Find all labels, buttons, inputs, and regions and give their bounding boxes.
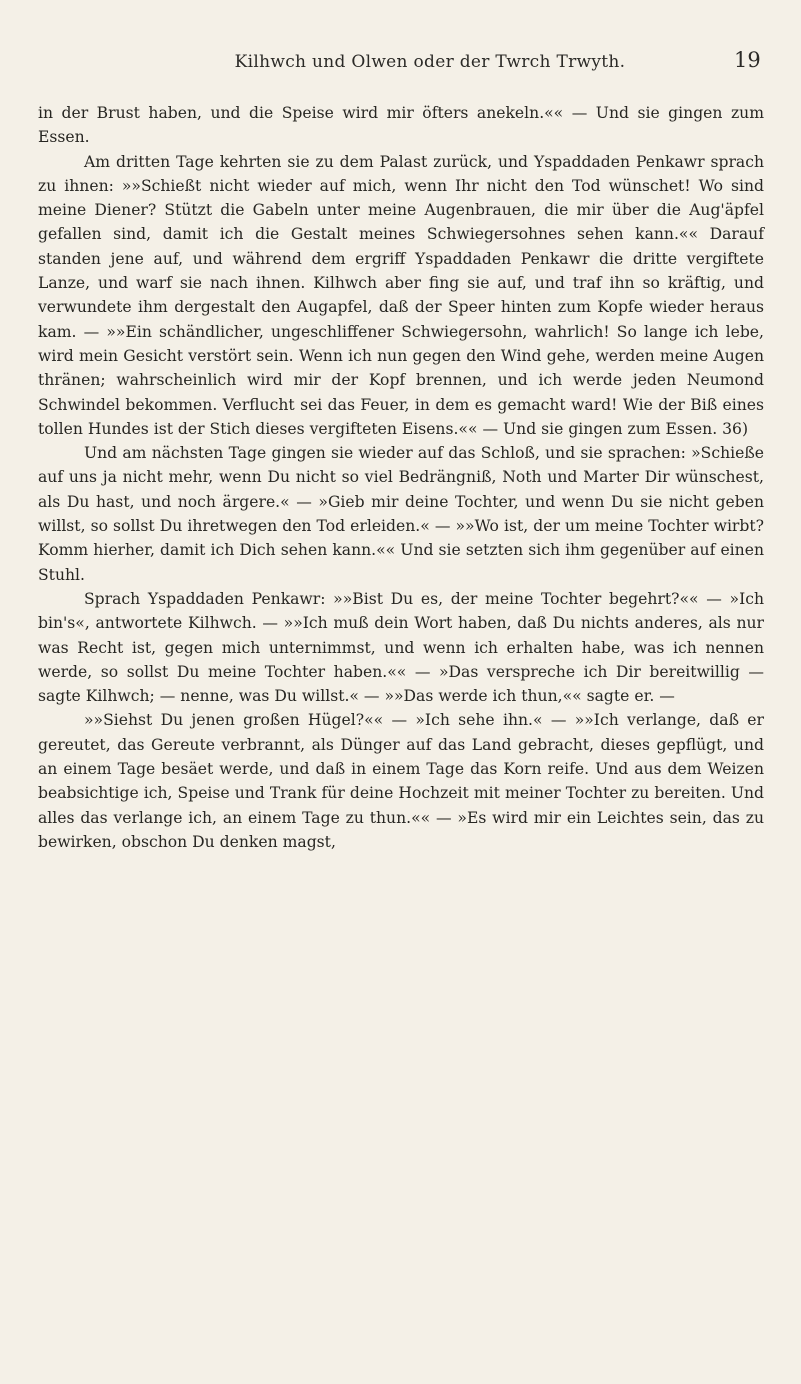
paragraph: Und am nächsten Tage gingen sie wieder auf das Schloß, und sie sprachen: »Schieße auf uns ja nicht mehr, wenn Du nicht so viel Bedrängniß, Noth und Marter Dir wünschest, als Du hast, und noch ärgere.« — »Gieb mir deine Tochter, und wenn Du sie nicht geben willst, so sollst Du ihretwegen den Tod erleiden.« — »»Wo ist, der um meine Tochter wirbt? Komm hierher, damit ich Dich sehen kann.«« Und sie setzten sich ihm gegenüber auf einen Stuhl. xyxy=(38,444,764,584)
page-number: 19 xyxy=(734,48,761,72)
body-text xyxy=(38,101,764,854)
paragraph: »»Siehst Du jenen großen Hügel?«« — »Ich sehe ihn.« — »»Ich verlange, daß er gereutet, das Gereute verbrannt, als Dünger auf das Land gebracht, dieses gepflügt, und an einem Tage besäet werde, und daß in einem Tage das Korn reife. Und aus dem Weizen beabsichtige ich, Speise und Trank für deine Hochzeit mit meiner Tochter zu bereiten. Und alles das verlange ich, an einem Tage zu thun.«« — »Es wird mir ein Leichtes sein, das zu bewirken, obschon Du denken magst, xyxy=(38,711,764,851)
paragraph: Sprach Yspaddaden Penkawr: »»Bist Du es, der meine Tochter begehrt?«« — »Ich bin's«, antwortete Kilhwch. — »»Ich muß dein Wort haben, daß Du nichts anderes, als nur was Recht ist, gegen mich unternimmst, und wenn ich erhalten habe, was ich nennen werde, so sollst Du meine Tochter haben.«« — »Das verspreche ich Dir bereitwillig — sagte Kilhwch; — nenne, was Du willst.« — »»Das werde ich thun,«« sagte er. — xyxy=(38,589,764,706)
paragraph: Am dritten Tage kehrten sie zu dem Palast zurück, und Yspaddaden Penkawr sprach zu ihnen: »»Schießt nicht wieder auf mich, wenn Ihr nicht den Tod wünschet! Wo sind meine Diener? Stützt die Gabeln unter meine Augenbrauen, die mir über die Aug'äpfel gefallen sind, damit ich die Gestalt meines Schwiegersohnes sehen kann.«« Darauf standen jene auf, und während dem ergriff Yspaddaden Penkawr die dritte vergiftete Lanze, und warf sie nach ihnen. Kilhwch aber fing sie auf, und traf ihn so kräftig, und verwundete ihm dergestalt den Augapfel, daß der Speer hinten zum Kopfe wieder heraus kam. — »»Ein schändlicher, ungeschliffener Schwiegersohn, wahrlich! So lange ich lebe, wird mein Gesicht verstört sein. Wenn ich nun gegen den Wind gehe, werden meine Augen thränen; wahrscheinlich wird mir der Kopf brennen, und ich werde jeden Neumond Schwindel bekommen. Verflucht sei das Feuer, in dem es gemacht ward! Wie der Biß eines tollen Hundes ist der Stich dieses vergifteten Eisens.«« — Und sie gingen zum Essen. 36) xyxy=(38,152,764,438)
paragraph: in der Brust haben, und die Speise wird mir öfters anekeln.«« — Und sie gingen zum Essen. xyxy=(38,104,764,147)
running-title: Kilhwch und Olwen oder der Twrch Trwyth. xyxy=(234,52,626,72)
